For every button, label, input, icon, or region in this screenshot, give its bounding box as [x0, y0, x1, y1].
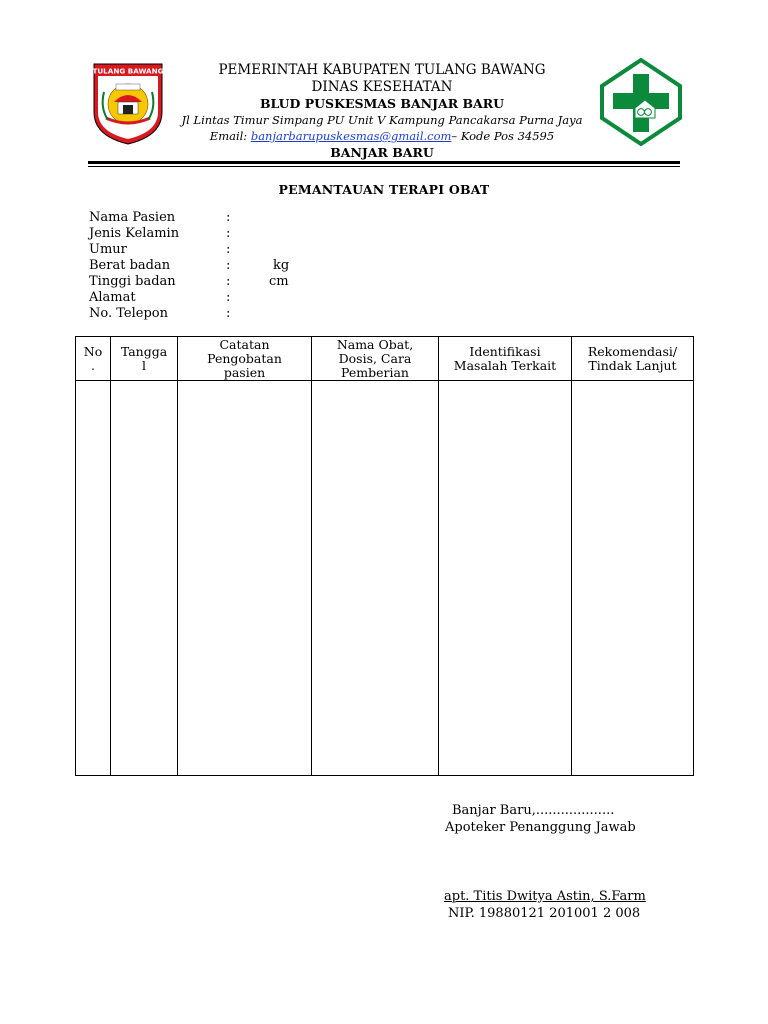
header-catatan-text: Catatan Pengobatan pasien: [207, 336, 282, 380]
header-institution: BLUD PUSKESMAS BANJAR BARU: [259, 96, 505, 111]
field-label-jenis-kelamin: Jenis Kelamin: [89, 226, 180, 241]
document-title: PEMANTAUAN TERAPI OBAT: [278, 182, 490, 197]
unit-kg: kg: [273, 258, 290, 273]
column-divider: [571, 337, 572, 775]
column-divider: [110, 337, 111, 775]
signature-nip: NIP. 19880121 201001 2 008: [448, 906, 641, 921]
header-catatan-pengobatan: [178, 337, 311, 380]
header-location: BANJAR BARU: [330, 145, 434, 160]
header-identifikasi-text: Identifikasi Masalah Terkait: [453, 343, 557, 373]
field-label-alamat: Alamat: [89, 290, 136, 305]
field-colon: :: [226, 210, 231, 225]
tulang-bawang-logo: [92, 62, 164, 146]
header-rekomendasi: [572, 337, 693, 380]
header-rule-thick: [88, 161, 680, 164]
unit-cm: cm: [269, 274, 289, 289]
header-nama-obat-text: Nama Obat, Dosis, Cara Pemberian: [336, 336, 414, 380]
header-identifikasi: [439, 337, 571, 380]
signature-place-date: Banjar Baru,...................: [452, 803, 615, 818]
logo-banner-text: TULANG BAWANG: [92, 66, 164, 76]
header-government: PEMERINTAH KABUPATEN TULANG BAWANG: [218, 62, 546, 78]
postal-code: – Kode Pos 34595: [451, 129, 555, 143]
field-label-berat-badan: Berat badan: [89, 258, 171, 273]
field-colon: :: [226, 274, 231, 289]
header-tanggal-text: Tangga l: [120, 343, 168, 373]
therapy-monitoring-table: [75, 336, 694, 776]
header-no: [76, 337, 110, 380]
header-rule-thin: [88, 166, 680, 167]
field-colon: :: [226, 290, 231, 305]
email-label: Email:: [209, 129, 251, 143]
column-divider: [311, 337, 312, 775]
header-tanggal: [111, 337, 177, 380]
field-label-no-telepon: No. Telepon: [89, 306, 168, 321]
column-divider: [177, 337, 178, 775]
header-nama-obat: [312, 337, 438, 380]
email-link[interactable]: banjarbarupuskesmas@gmail.com: [250, 129, 452, 143]
header-no-text: No .: [83, 343, 103, 373]
field-label-nama-pasien: Nama Pasien: [89, 210, 176, 225]
signature-name: apt. Titis Dwitya Astin, S.Farm: [444, 889, 646, 904]
field-colon: :: [226, 306, 231, 321]
column-divider: [438, 337, 439, 775]
puskesmas-logo: [600, 58, 682, 146]
signature-role: Apoteker Penanggung Jawab: [445, 820, 636, 835]
field-label-tinggi-badan: Tinggi badan: [89, 274, 176, 289]
header-contact: [170, 129, 594, 143]
field-colon: :: [226, 226, 231, 241]
header-department: DINAS KESEHATAN: [311, 79, 453, 95]
field-label-umur: Umur: [89, 242, 127, 257]
field-colon: :: [226, 242, 231, 257]
field-colon: :: [226, 258, 231, 273]
header-address: Jl Lintas Timur Simpang PU Unit V Kampung Pancakarsa Purna Jaya: [181, 113, 583, 127]
table-header-divider: [76, 380, 693, 381]
header-rekomendasi-text: Rekomendasi/ Tindak Lanjut: [587, 343, 678, 373]
